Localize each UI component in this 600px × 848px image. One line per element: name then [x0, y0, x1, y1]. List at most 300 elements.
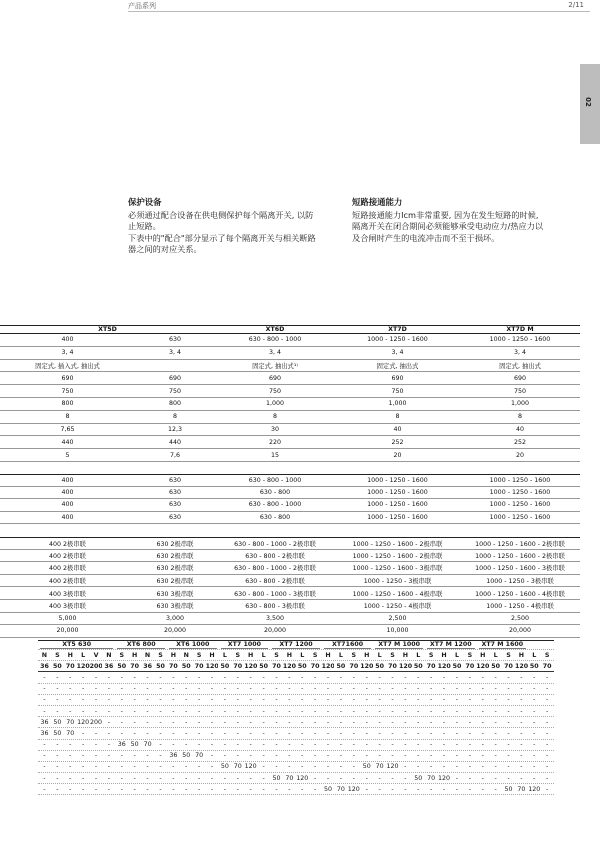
- table-cell: 50: [130, 741, 139, 749]
- table-cell: -: [352, 729, 355, 737]
- table-cell: 70: [272, 662, 281, 670]
- table-cell: -: [94, 707, 98, 715]
- table-cell: -: [107, 673, 111, 681]
- table-cell: -: [430, 729, 433, 737]
- table-cell: H: [286, 651, 292, 659]
- table-cell: -: [507, 752, 510, 760]
- table-cell: -: [262, 718, 265, 726]
- table-cell: -: [262, 752, 265, 760]
- table-cell: -: [81, 785, 85, 793]
- table-cell: S: [196, 651, 202, 659]
- page-header: [0, 0, 600, 14]
- table-cell: -: [69, 673, 72, 681]
- table-cell: 630 - 800 - 1000 - 2极串联: [234, 565, 316, 573]
- table-cell: -: [352, 774, 355, 782]
- table-cell: 70: [542, 662, 552, 670]
- table-cell: H: [209, 651, 215, 659]
- table-cell: -: [249, 729, 252, 737]
- table-cell: 630: [168, 501, 182, 509]
- left-text-line: 止短路。: [128, 221, 161, 232]
- table-cell: -: [210, 718, 214, 726]
- group-header: XT71600: [324, 641, 372, 649]
- table-cell: -: [81, 763, 85, 771]
- table-cell: -: [43, 696, 46, 704]
- table-cell: -: [56, 707, 59, 715]
- table-cell: 70: [130, 662, 140, 670]
- table-cell: -: [56, 685, 59, 693]
- table-cell: -: [494, 673, 497, 681]
- table-cell: -: [417, 763, 420, 771]
- table-cell: L: [416, 651, 421, 659]
- table-row: [38, 728, 554, 739]
- table-cell: 120: [438, 774, 451, 782]
- table-row: [38, 717, 554, 728]
- table-cell: -: [378, 685, 381, 693]
- table-cell: -: [404, 718, 407, 726]
- table-cell: 10,000: [386, 627, 409, 635]
- table-cell: -: [455, 763, 459, 771]
- table-cell: 750: [513, 387, 527, 395]
- table-cell: -: [120, 696, 123, 704]
- table-cell: 1000 - 1250 - 1600 - 2极串联: [475, 540, 565, 548]
- table-cell: -: [326, 752, 330, 760]
- table-cell: -: [494, 785, 497, 793]
- table-cell: -: [185, 729, 188, 737]
- table-cell: 1000 - 1250 - 1600 - 2极串联: [352, 552, 443, 560]
- table-cell: -: [326, 707, 330, 715]
- table-cell: 3, 4: [168, 349, 182, 357]
- table-cell: 630: [168, 336, 182, 344]
- table-cell: -: [223, 685, 227, 693]
- header-rule: [128, 11, 590, 12]
- table-cell: -: [391, 696, 394, 704]
- table-cell: -: [81, 673, 85, 681]
- table-cell: -: [404, 785, 407, 793]
- table-cell: -: [378, 696, 381, 704]
- table-cell: 630 - 800 - 1000: [248, 336, 302, 344]
- table-row: [0, 512, 580, 525]
- table-cell: L: [532, 651, 537, 659]
- table-cell: -: [430, 696, 433, 704]
- table-cell: 固定式, 抽出式: [499, 362, 541, 370]
- table-row: [38, 672, 554, 683]
- table-cell: 50: [414, 774, 423, 782]
- table-cell: 8: [172, 413, 177, 421]
- table-cell: -: [107, 696, 111, 704]
- table-cell: 50: [182, 752, 191, 760]
- table-cell: 36: [40, 729, 49, 737]
- table-cell: -: [172, 729, 175, 737]
- table-cell: -: [133, 718, 136, 726]
- table-cell: -: [442, 673, 446, 681]
- table-cell: -: [326, 718, 330, 726]
- table-cell: -: [391, 729, 394, 737]
- table-cell: 70: [168, 662, 178, 670]
- table-cell: -: [455, 752, 459, 760]
- table-cell: -: [365, 696, 368, 704]
- table-cell: -: [223, 752, 227, 760]
- table-row: [38, 706, 554, 717]
- table-row: [0, 398, 580, 411]
- table-cell: -: [391, 707, 394, 715]
- table-cell: -: [159, 707, 162, 715]
- group-header: XT7 M 1000: [375, 641, 423, 649]
- table-cell: 50: [452, 662, 462, 670]
- table-cell: 70: [517, 785, 526, 793]
- table-cell: -: [288, 752, 291, 760]
- table-cell: -: [404, 741, 407, 749]
- table-cell: 20: [515, 451, 524, 459]
- table-cell: -: [326, 741, 330, 749]
- table-row: [38, 684, 554, 695]
- table-cell: -: [146, 707, 149, 715]
- table-cell: -: [468, 718, 471, 726]
- table-cell: -: [430, 763, 433, 771]
- table-cell: -: [133, 785, 136, 793]
- table-cell: -: [81, 685, 85, 693]
- table-cell: 1,000: [265, 400, 285, 408]
- table-cell: -: [442, 785, 446, 793]
- table-cell: -: [404, 774, 407, 782]
- table-cell: -: [69, 763, 72, 771]
- table-cell: -: [262, 696, 265, 704]
- rated-current-table: [0, 474, 580, 524]
- table-cell: -: [481, 763, 484, 771]
- table-cell: 120: [528, 785, 541, 793]
- table-cell: -: [339, 707, 343, 715]
- table-row: [38, 762, 554, 773]
- table-cell: -: [159, 741, 162, 749]
- table-cell: H: [132, 651, 138, 659]
- table-cell: -: [185, 785, 188, 793]
- table-cell: 70: [336, 785, 345, 793]
- table-cell: H: [325, 651, 331, 659]
- table-cell: 70: [504, 662, 513, 670]
- table-cell: 50: [259, 662, 268, 670]
- table-row: [0, 449, 580, 462]
- table-cell: -: [468, 707, 471, 715]
- table-cell: -: [288, 685, 291, 693]
- table-cell: -: [546, 718, 549, 726]
- table-cell: 36: [40, 718, 49, 726]
- right-text: [352, 197, 572, 244]
- table-cell: -: [314, 696, 317, 704]
- table-cell: -: [133, 752, 136, 760]
- table-cell: -: [159, 673, 162, 681]
- table-cell: -: [197, 696, 201, 704]
- table-cell: 120: [398, 662, 412, 670]
- table-cell: -: [133, 696, 136, 704]
- table-cell: -: [468, 785, 471, 793]
- table-cell: -: [301, 707, 304, 715]
- table-cell: H: [518, 651, 525, 659]
- table-cell: -: [468, 696, 471, 704]
- table-cell: 630 - 800: [259, 488, 291, 496]
- table-cell: -: [352, 673, 355, 681]
- table-cell: -: [507, 673, 510, 681]
- table-cell: -: [262, 763, 265, 771]
- table-cell: -: [56, 763, 59, 771]
- table-cell: S: [55, 651, 60, 659]
- table-cell: 70: [375, 763, 384, 771]
- table-cell: -: [81, 752, 85, 760]
- table-cell: -: [275, 707, 278, 715]
- table-cell: 3,500: [265, 614, 285, 622]
- table-cell: 50: [52, 662, 62, 670]
- table-cell: -: [107, 685, 111, 693]
- table-cell: 1000 - 1250 - 1600 - 2极串联: [475, 552, 565, 560]
- table-cell: -: [107, 752, 111, 760]
- table-cell: -: [197, 707, 201, 715]
- table-cell: -: [365, 718, 368, 726]
- table-cell: -: [352, 707, 355, 715]
- table-cell: -: [185, 707, 188, 715]
- table-cell: -: [326, 673, 330, 681]
- table-cell: -: [352, 741, 355, 749]
- table-cell: 630 - 800 - 2极串联: [245, 552, 305, 560]
- table-cell: -: [481, 741, 484, 749]
- table-cell: -: [520, 774, 523, 782]
- table-cell: 440: [168, 438, 182, 446]
- table-cell: 1,000: [510, 400, 530, 408]
- left-text-line: 下表中的"配合"部分显示了每个隔离开关与相关断路: [128, 232, 316, 243]
- table-cell: -: [339, 696, 343, 704]
- table-cell: -: [442, 729, 446, 737]
- table-cell: -: [314, 707, 317, 715]
- table-cell: 3, 4: [268, 349, 282, 357]
- table-cell: 120: [437, 662, 451, 670]
- table-cell: -: [404, 685, 407, 693]
- table-cell: 120: [386, 763, 399, 771]
- table-cell: -: [223, 741, 227, 749]
- table-cell: -: [365, 752, 368, 760]
- table-cell: -: [146, 752, 149, 760]
- table-cell: -: [430, 741, 433, 749]
- table-cell: S: [235, 651, 241, 659]
- table-cell: 400 2极串联: [49, 540, 86, 548]
- table-cell: H: [248, 651, 254, 659]
- table-cell: -: [107, 707, 111, 715]
- table-cell: -: [275, 685, 278, 693]
- table-cell: -: [442, 718, 446, 726]
- table-cell: -: [494, 729, 497, 737]
- table-cell: -: [533, 673, 536, 681]
- table-cell: -: [120, 774, 123, 782]
- table-cell: -: [223, 729, 227, 737]
- table-cell: -: [275, 752, 278, 760]
- table-cell: -: [533, 707, 536, 715]
- table-cell: -: [417, 673, 420, 681]
- series-table: [0, 537, 580, 638]
- table-cell: -: [352, 752, 355, 760]
- table-cell: -: [365, 673, 368, 681]
- table-cell: 1000 - 1250 - 1600 - 4极串联: [352, 590, 443, 598]
- table-cell: H: [364, 651, 370, 659]
- table-cell: 1000 - 1250 - 1600 - 3极串联: [475, 565, 565, 573]
- table-cell: -: [481, 685, 484, 693]
- table-cell: -: [43, 752, 46, 760]
- column-header: XT6D: [265, 326, 285, 333]
- table-cell: 70: [66, 718, 75, 726]
- table-cell: -: [442, 707, 446, 715]
- table-cell: -: [43, 774, 46, 782]
- table-row: [0, 372, 580, 385]
- table-cell: -: [546, 685, 549, 693]
- table-cell: -: [197, 729, 201, 737]
- table-cell: -: [520, 685, 523, 693]
- table-cell: -: [546, 785, 549, 793]
- table-cell: 750: [61, 387, 74, 395]
- table-cell: -: [481, 729, 484, 737]
- table-row: [38, 661, 554, 672]
- table-cell: 690: [391, 374, 404, 382]
- table-cell: -: [365, 685, 368, 693]
- table-cell: 8: [272, 413, 277, 421]
- table-cell: -: [223, 785, 227, 793]
- table-cell: 630 2极串联: [156, 540, 194, 548]
- table-cell: -: [210, 774, 214, 782]
- table-cell: -: [262, 774, 265, 782]
- table-cell: 120: [296, 774, 309, 782]
- table-cell: 120: [282, 662, 296, 670]
- table-cell: -: [339, 673, 343, 681]
- table-cell: -: [223, 774, 227, 782]
- table-cell: -: [146, 673, 149, 681]
- table-cell: 630 2极串联: [156, 552, 194, 560]
- table-cell: -: [442, 763, 446, 771]
- table-cell: -: [533, 696, 536, 704]
- table-cell: 120: [76, 662, 90, 670]
- table-cell: -: [120, 718, 123, 726]
- table-cell: -: [301, 741, 304, 749]
- table-cell: -: [133, 763, 136, 771]
- group-header: XT5 630: [40, 641, 113, 649]
- table-cell: -: [262, 673, 265, 681]
- table-cell: 50: [324, 785, 333, 793]
- table-row: [0, 487, 580, 500]
- table-cell: 70: [233, 662, 243, 670]
- table-cell: -: [69, 707, 72, 715]
- table-row: [0, 600, 580, 613]
- table-cell: -: [172, 673, 175, 681]
- table-cell: -: [520, 707, 523, 715]
- table-cell: 3, 4: [61, 349, 74, 357]
- table-cell: -: [339, 729, 343, 737]
- table-cell: 8: [517, 413, 522, 421]
- table-cell: 200: [89, 662, 103, 670]
- table-cell: -: [197, 741, 201, 749]
- table-cell: -: [69, 696, 72, 704]
- table-cell: -: [520, 673, 523, 681]
- table-cell: -: [468, 763, 471, 771]
- table-cell: -: [391, 685, 394, 693]
- table-cell: -: [455, 785, 459, 793]
- table-cell: -: [417, 707, 420, 715]
- table-cell: -: [197, 718, 201, 726]
- table-cell: 5,000: [58, 614, 77, 622]
- table-cell: -: [210, 685, 214, 693]
- table-cell: -: [172, 718, 175, 726]
- group-header: XT6 800: [117, 641, 165, 649]
- table-cell: -: [520, 696, 523, 704]
- table-cell: 20,000: [163, 627, 187, 635]
- table-cell: -: [468, 752, 471, 760]
- table-cell: -: [494, 752, 497, 760]
- table-cell: -: [404, 763, 407, 771]
- table-cell: -: [339, 685, 343, 693]
- table-cell: 220: [268, 438, 282, 446]
- table-cell: -: [185, 685, 188, 693]
- table-cell: -: [81, 729, 85, 737]
- table-cell: -: [326, 729, 330, 737]
- column-header: XT5D: [98, 326, 117, 333]
- table-cell: 50: [272, 774, 281, 782]
- table-cell: -: [210, 696, 214, 704]
- table-cell: 690: [268, 374, 282, 382]
- table-cell: -: [197, 685, 201, 693]
- table-cell: 440: [61, 438, 74, 446]
- table-cell: -: [159, 685, 162, 693]
- table-cell: 1000 - 1250 - 1600 - 4极串联: [475, 590, 565, 598]
- table-cell: -: [120, 707, 123, 715]
- table-cell: V: [93, 651, 99, 659]
- table-cell: -: [430, 752, 433, 760]
- table-cell: -: [404, 752, 407, 760]
- table-row: [0, 347, 580, 360]
- table-cell: -: [326, 685, 330, 693]
- page-number: 2/11: [568, 1, 584, 9]
- table-row: [0, 625, 580, 638]
- table-cell: -: [339, 718, 343, 726]
- table-cell: -: [546, 729, 549, 737]
- table-cell: 3, 4: [391, 349, 404, 357]
- table-cell: -: [481, 696, 484, 704]
- table-row: [0, 587, 580, 600]
- table-cell: 固定式, 插入式, 抽出式: [35, 362, 100, 370]
- table-cell: 400: [61, 476, 74, 484]
- table-cell: -: [262, 707, 265, 715]
- table-cell: -: [404, 673, 407, 681]
- table-cell: 36: [104, 662, 114, 670]
- table-cell: -: [520, 752, 523, 760]
- table-cell: -: [301, 673, 304, 681]
- table-cell: 50: [53, 718, 62, 726]
- table-cell: -: [546, 673, 549, 681]
- table-cell: -: [391, 741, 394, 749]
- table-cell: -: [378, 707, 381, 715]
- table-cell: -: [481, 752, 484, 760]
- table-cell: -: [172, 763, 175, 771]
- table-cell: -: [172, 685, 175, 693]
- table-cell: -: [494, 718, 497, 726]
- table-cell: -: [404, 707, 407, 715]
- table-cell: -: [301, 718, 304, 726]
- table-cell: 30: [270, 425, 279, 433]
- table-cell: 1000 - 1250 - 1600: [367, 488, 428, 496]
- table-cell: -: [455, 741, 459, 749]
- table-cell: -: [172, 774, 175, 782]
- table-cell: -: [314, 673, 317, 681]
- table-cell: -: [546, 752, 549, 760]
- table-cell: -: [314, 741, 317, 749]
- table-cell: -: [146, 785, 149, 793]
- group-header: XT7 M 1600: [479, 641, 527, 649]
- table-cell: -: [533, 763, 536, 771]
- table-cell: -: [507, 718, 510, 726]
- table-cell: -: [210, 707, 214, 715]
- table-row: [38, 695, 554, 706]
- table-cell: N: [183, 651, 189, 659]
